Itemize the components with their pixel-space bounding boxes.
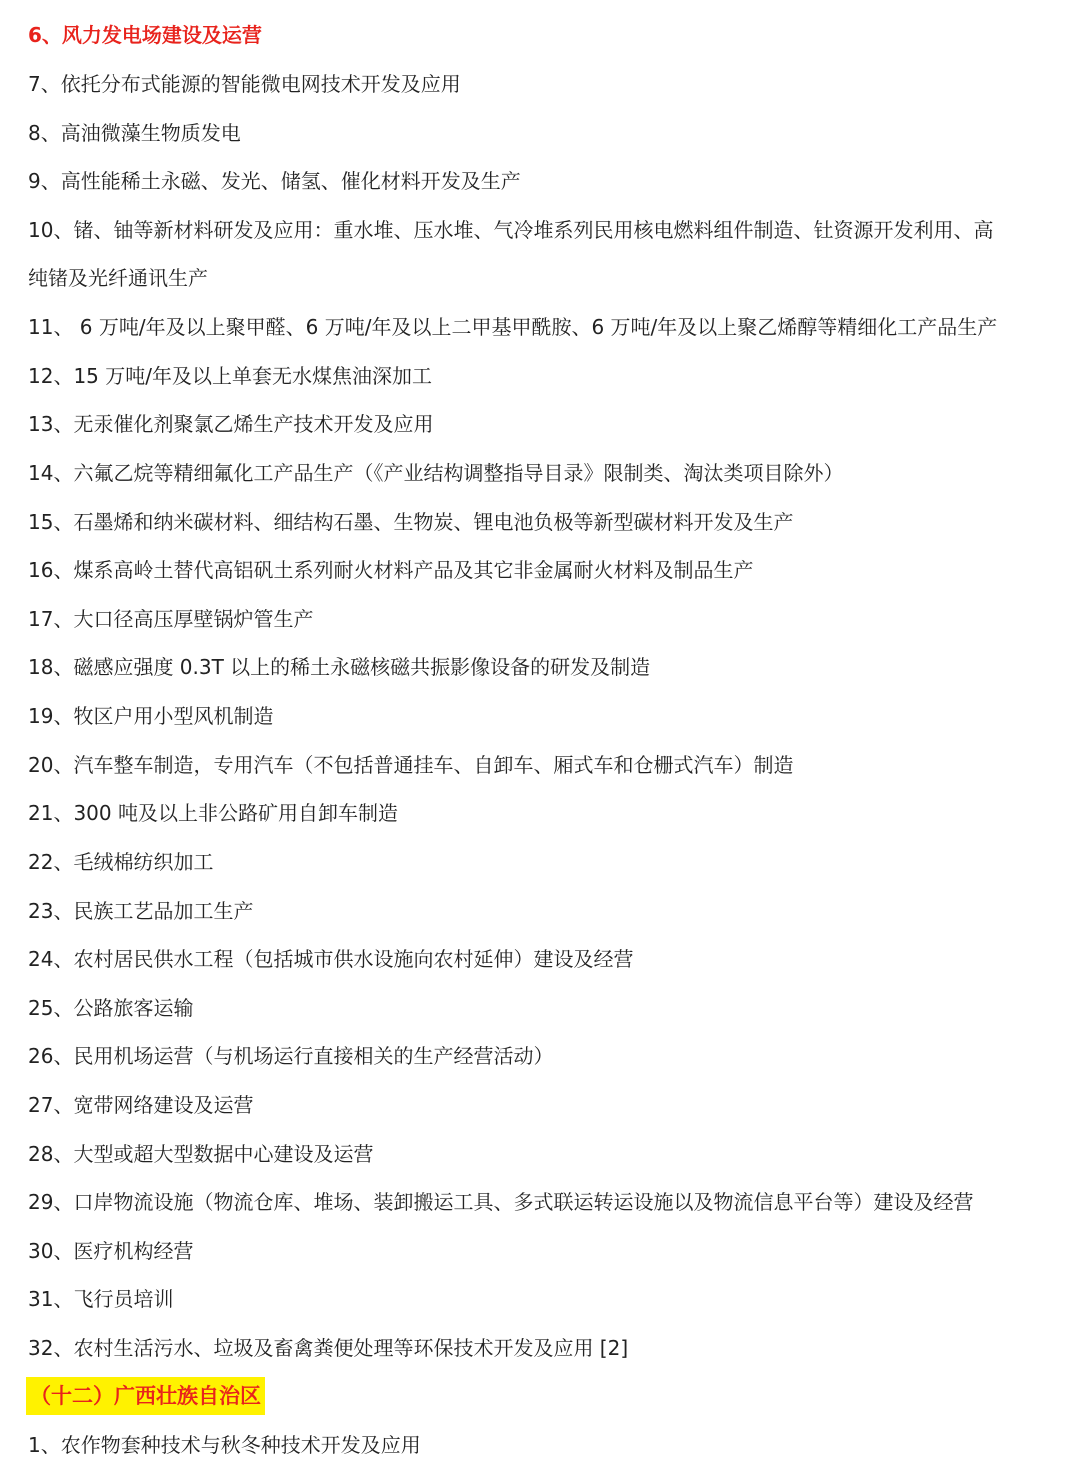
- list-item: 12、15 万吨/年及以上单套无水煤焦油深加工: [28, 364, 432, 388]
- list-item: 11、 6 万吨/年及以上聚甲醛、6 万吨/年及以上二甲基甲酰胺、6 万吨/年及以上聚乙烯醇等精细化工产品生产: [28, 315, 998, 339]
- list-item: 30、医疗机构经营: [28, 1239, 194, 1263]
- list-item: 1、农作物套种技术与秋冬种技术开发及应用: [28, 1433, 421, 1457]
- list-item: 21、300 吨及以上非公路矿用自卸车制造: [28, 801, 398, 825]
- section-heading-guangxi: （十二）广西壮族自治区: [26, 1377, 265, 1415]
- list-item: 18、磁感应强度 0.3T 以上的稀土永磁核磁共振影像设备的研发及制造: [28, 655, 651, 679]
- list-item: 31、飞行员培训: [28, 1287, 174, 1311]
- list-item: 19、牧区户用小型风机制造: [28, 704, 274, 728]
- list-item: 15、石墨烯和纳米碳材料、细结构石墨、生物炭、锂电池负极等新型碳材料开发及生产: [28, 510, 794, 534]
- list-item: 9、高性能稀土永磁、发光、储氢、催化材料开发及生产: [28, 169, 521, 193]
- list-item: 28、大型或超大型数据中心建设及运营: [28, 1142, 374, 1166]
- list-item: 16、煤系高岭土替代高铝矾土系列耐火材料产品及其它非金属耐火材料及制品生产: [28, 558, 754, 582]
- list-item: 24、农村居民供水工程（包括城市供水设施向农村延伸）建设及经营: [28, 947, 634, 971]
- list-item-continuation: 纯锗及光纤通讯生产: [28, 266, 208, 290]
- list-item: 17、大口径高压厚壁锅炉管生产: [28, 607, 314, 631]
- list-item: 27、宽带网络建设及运营: [28, 1093, 254, 1117]
- list-item: 10、锗、铀等新材料研发及应用：重水堆、压水堆、气冷堆系列民用核电燃料组件制造、钍资源开发利用、高: [28, 218, 994, 242]
- list-item: 26、民用机场运营（与机场运行直接相关的生产经营活动）: [28, 1044, 554, 1068]
- list-item: 29、口岸物流设施（物流仓库、堆场、装卸搬运工具、多式联运转运设施以及物流信息平台等）建设及经营: [28, 1190, 974, 1214]
- list-item: 25、公路旅客运输: [28, 996, 194, 1020]
- list-item: 20、汽车整车制造，专用汽车（不包括普通挂车、自卸车、厢式车和仓栅式汽车）制造: [28, 753, 794, 777]
- list-item: 14、六氟乙烷等精细氟化工产品生产（《产业结构调整指导目录》限制类、淘汰类项目除外）: [28, 461, 844, 485]
- list-item: 13、无汞催化剂聚氯乙烯生产技术开发及应用: [28, 412, 434, 436]
- list-item: 8、高油微藻生物质发电: [28, 121, 241, 145]
- list-item: 7、依托分布式能源的智能微电网技术开发及应用: [28, 72, 461, 96]
- heading-item-6: 6、风力发电场建设及运营: [28, 23, 262, 47]
- list-item: 23、民族工艺品加工生产: [28, 899, 254, 923]
- list-item: 22、毛绒棉纺织加工: [28, 850, 214, 874]
- list-item: 32、农村生活污水、垃圾及畜禽粪便处理等环保技术开发及应用 [2]: [28, 1336, 629, 1360]
